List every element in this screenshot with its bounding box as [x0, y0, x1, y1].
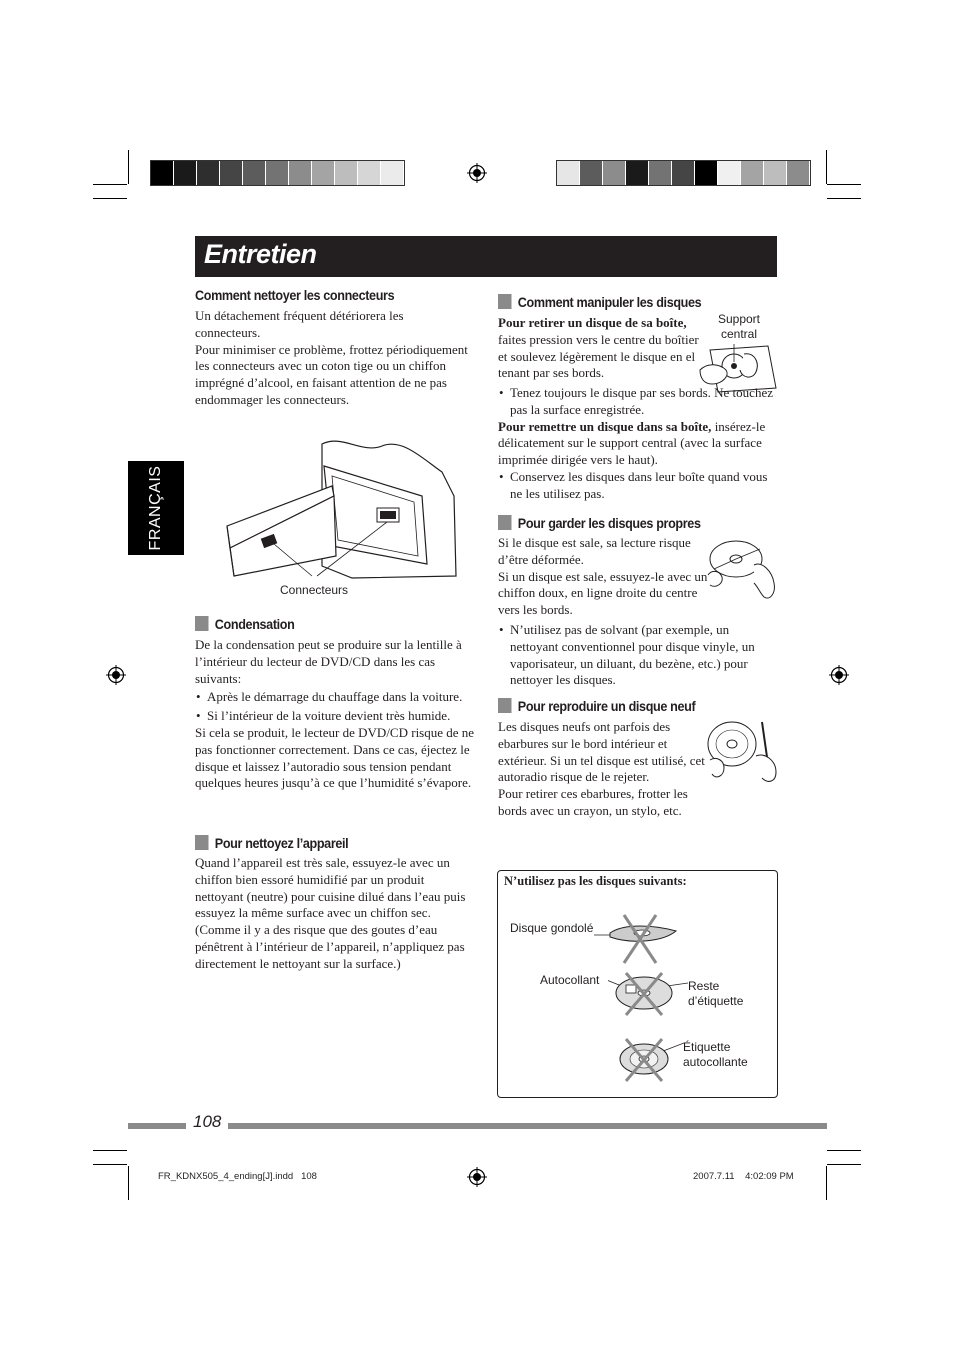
- footer-date: 2007.7.11 4:02:09 PM: [693, 1171, 794, 1182]
- language-tab: [128, 461, 184, 555]
- registration-mark-right: [829, 665, 849, 685]
- paragraph: Si cela se produit, le lecteur de DVD/CD risque de ne pas fonctionner correctement. Dans ce cas, éjectez le disque et laissez l’autoradio sous tension pendant quelques heures jusqu’à ce que l’humidité s’évapore.: [195, 724, 475, 791]
- title-bar: [195, 236, 777, 277]
- heading-text: Comment manipuler les disques: [517, 294, 702, 310]
- color-bar-left: [150, 160, 405, 186]
- section-square-icon: [498, 515, 512, 530]
- paragraph: Pour retirer un disque de sa boîte, faites pression vers le centre du boîtier et soulevez légèrement le disque en el tenant par ses bords.: [498, 315, 699, 381]
- label-support-central: Support central: [717, 312, 761, 341]
- footer-file: FR_KDNX505_4_ending[J].indd 108: [158, 1171, 317, 1182]
- section-square-icon: [195, 616, 209, 631]
- paragraph: Les disques neufs ont parfois des ebarbures sur le bord intérieur et extérieur. Si un tel disque est utilisé, cet autoradio risque de le rejeter.: [498, 719, 705, 785]
- heading-propres: [498, 515, 701, 531]
- text-manipuler-remove: [498, 315, 706, 382]
- registration-mark-top: [467, 163, 487, 183]
- registration-mark-left: [106, 665, 126, 685]
- bullet-item: • Si l’intérieur de la voiture devient très humide.: [195, 708, 475, 725]
- bullet-item: • Après le démarrage du chauffage dans la voiture.: [195, 689, 475, 706]
- warped-disc-crossed-icon: [594, 911, 680, 971]
- heading-connecteurs: Comment nettoyer les connecteurs: [195, 287, 395, 303]
- heading-manipuler: [498, 294, 701, 310]
- registration-mark-bottom: [467, 1167, 487, 1187]
- section-square-icon: [498, 698, 512, 713]
- text-nettoyage: [195, 855, 475, 973]
- footer-rule-left: [128, 1123, 186, 1129]
- text-manipuler-rest: [498, 385, 778, 503]
- bullet-item: • Tenez toujours le disque par ses bords. Ne touchez pas la surface enregistrée.: [498, 385, 778, 419]
- heading-text: Pour garder les disques propres: [517, 515, 701, 531]
- heading-text: Pour nettoyez l’appareil: [214, 835, 349, 851]
- footer-rule-right: [228, 1123, 827, 1129]
- page-number: 108: [193, 1112, 222, 1131]
- label-disque-gondole: Disque gondolé: [510, 921, 594, 935]
- warning-box-title: N’utilisez pas les disques suivants:: [504, 874, 687, 888]
- bold-lead: Pour remettre un disque dans sa boîte,: [498, 418, 712, 434]
- sticker-disc-crossed-icon: [608, 971, 688, 1017]
- text-connecteurs: [195, 308, 470, 409]
- disc-cleaning-illustration: [706, 535, 780, 605]
- paragraph: Quand l’appareil est très sale, essuyez-le avec un chiffon bien essoré humidifié par un produit nettoyant (neutre) pour cuisine dilué dans l’eau puis essuyez la même surface avec un chiffon sec.: [195, 855, 466, 921]
- warning-box: [497, 870, 778, 1098]
- paragraph: Si un disque est sale, essuyez-le avec un chiffon doux, en ligne droite du centre vers les bords.: [498, 568, 708, 618]
- disc-pencil-illustration: [706, 716, 780, 786]
- heading-text: Condensation: [214, 616, 295, 632]
- text-propres: [498, 535, 710, 619]
- bullet-item: • N’utilisez pas de solvant (par exemple, un nettoyant conventionnel pour disque vinyle, un vaporisateur, un diluant, du bezène, etc.) pour nettoyer les disques.: [498, 622, 778, 689]
- heading-text: Pour reproduire un disque neuf: [517, 698, 696, 714]
- label-reste-etiquette: Reste d’étiquette: [688, 979, 744, 1008]
- page-title: Entretien: [204, 239, 317, 269]
- heading-neuf: [498, 698, 695, 714]
- paragraph: Pour minimiser ce problème, frottez périodiquement les connecteurs avec un coton tige ou un chiffon imprégné d’alcool, en faisant attention de ne pas endommager les connecteurs.: [195, 341, 468, 407]
- text-condensation: [195, 637, 475, 792]
- color-bar-right: [556, 160, 811, 186]
- language-label: FRANÇAIS: [147, 465, 164, 551]
- text-neuf: [498, 719, 710, 820]
- paragraph: Pour remettre un disque dans sa boîte, insérez-le délicatement sur le support central (avec la surface imprimée dirigée vers le haut).: [498, 418, 766, 468]
- bullet-item: • Conservez les disques dans leur boîte quand vous ne les utilisez pas.: [498, 469, 778, 503]
- label-etiquette-autocollante: Étiquette autocollante: [683, 1040, 748, 1069]
- section-square-icon: [195, 835, 209, 850]
- text-propres-bullet: [498, 622, 778, 689]
- heading-nettoyage: [195, 835, 348, 851]
- paragraph: Pour retirer ces ebarbures, frotter les bords avec un crayon, un stylo, etc.: [498, 786, 688, 818]
- section-square-icon: [498, 294, 512, 309]
- connector-illustration: [222, 436, 462, 586]
- heading-condensation: [195, 616, 294, 632]
- paragraph: (Comme il y a des risque que des goutes d’eau pénêtrent à l’intérieur de l’appareil, n’appliquez pas directement le nettoyant sur la surface.): [195, 922, 465, 971]
- paragraph: Si le disque est sale, sa lecture risque d’être déformée.: [498, 535, 691, 567]
- bold-lead: Pour retirer un disque de sa boîte,: [498, 315, 687, 330]
- paragraph: Un détachement fréquent détériorera les connecteurs.: [195, 308, 404, 340]
- paragraph: De la condensation peut se produire sur la lentille à l’intérieur du lecteur de DVD/CD dans les cas suivants:: [195, 637, 462, 686]
- label-disc-crossed-icon: [618, 1037, 684, 1083]
- label-autocollant: Autocollant: [540, 973, 600, 987]
- label-connecteurs: Connecteurs: [280, 583, 349, 597]
